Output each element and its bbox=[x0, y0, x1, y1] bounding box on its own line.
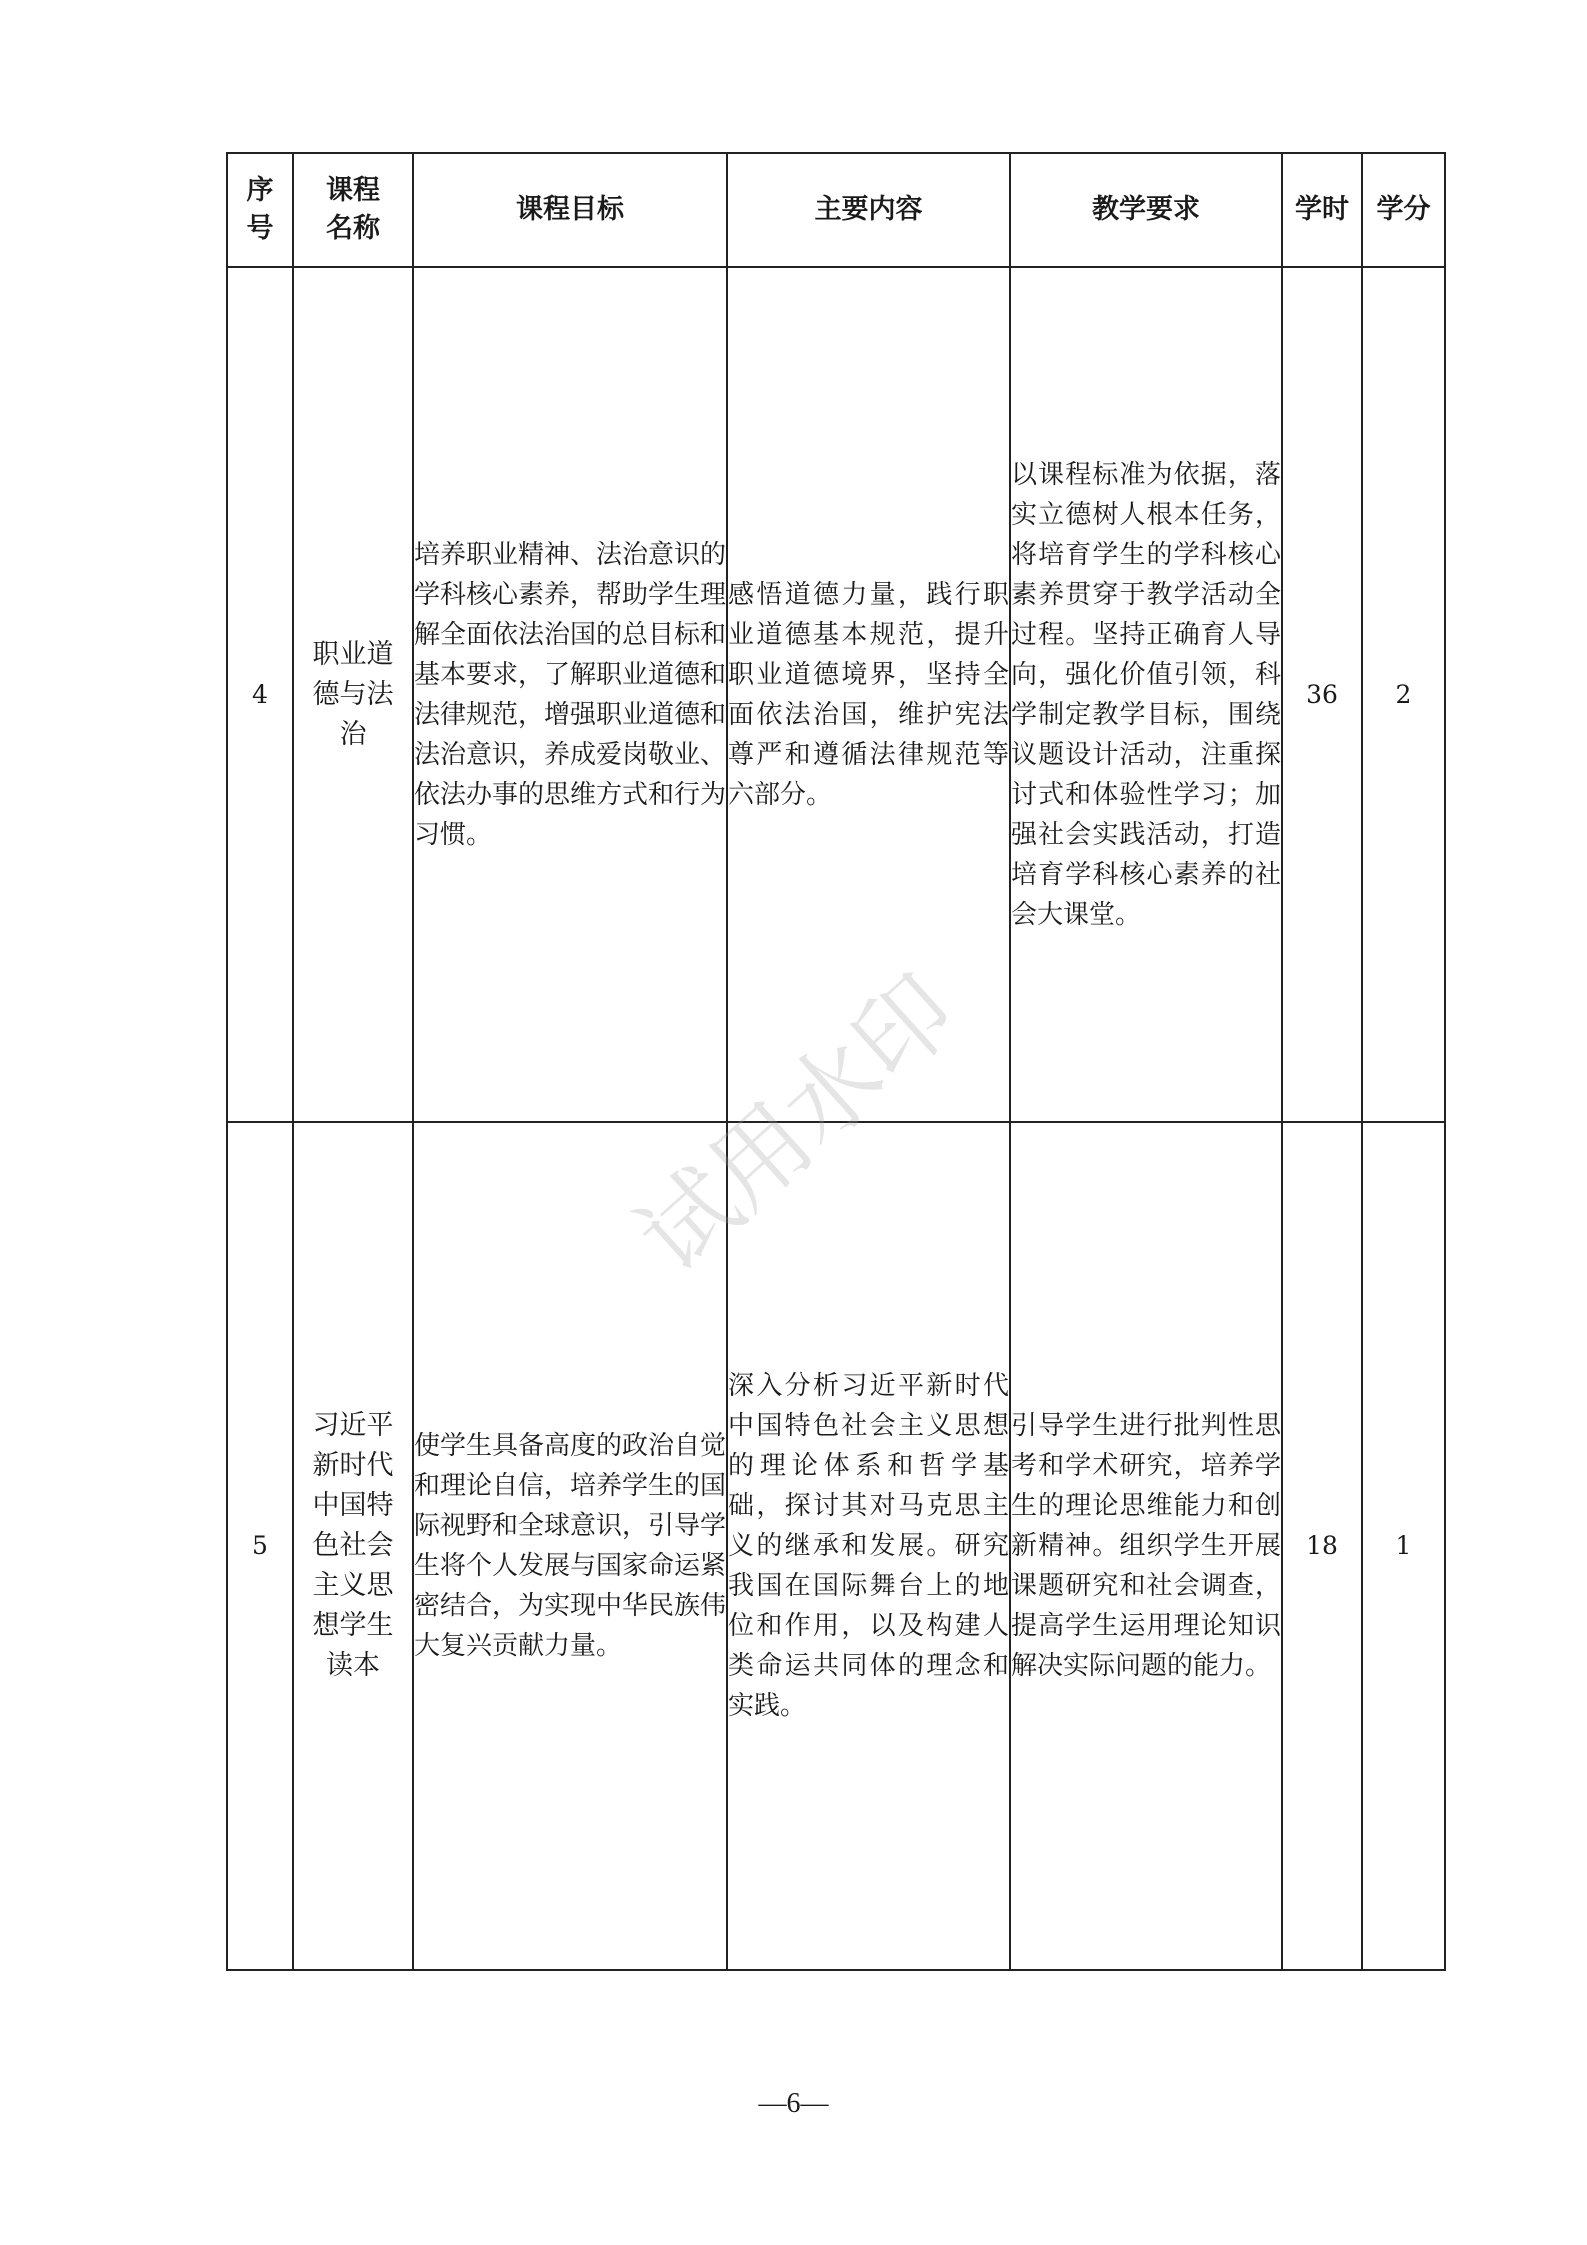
header-hours: 学时 bbox=[1282, 153, 1362, 267]
header-teaching-requirement: 教学要求 bbox=[1010, 153, 1282, 267]
header-credits: 学分 bbox=[1362, 153, 1445, 267]
header-course-name: 课程名称 bbox=[293, 153, 413, 267]
row-index: 5 bbox=[227, 1122, 293, 1970]
course-credits: 2 bbox=[1362, 267, 1445, 1122]
course-table bbox=[226, 152, 1446, 1971]
teaching-requirement: 引导学生进行批判性思考和学术研究，培养学生的理论思维能力和创新精神。组织学生开展课题研究和社会调查，提高学生运用理论知识解决实际问题的能力。 bbox=[1010, 1122, 1282, 1970]
course-goal: 使学生具备高度的政治自觉和理论自信，培养学生的国际视野和全球意识，引导学生将个人发展与国家命运紧密结合，为实现中华民族伟大复兴贡献力量。 bbox=[413, 1122, 727, 1970]
course-goal: 培养职业精神、法治意识的学科核心素养，帮助学生理解全面依法治国的总目标和基本要求，了解职业道德和法律规范，增强职业道德和法治意识，养成爱岗敬业、依法办事的思维方式和行为习惯。 bbox=[413, 267, 727, 1122]
table-header-row bbox=[227, 153, 1445, 267]
course-credits: 1 bbox=[1362, 1122, 1445, 1970]
course-hours: 36 bbox=[1282, 267, 1362, 1122]
table-row bbox=[227, 267, 1445, 1122]
course-hours: 18 bbox=[1282, 1122, 1362, 1970]
course-name: 习近平新时代中国特色社会主义思想学生读本 bbox=[293, 1122, 413, 1970]
page-number: —6— bbox=[758, 2088, 829, 2119]
row-index: 4 bbox=[227, 267, 293, 1122]
table-row bbox=[227, 1122, 1445, 1970]
watermark: 试用水印 bbox=[616, 953, 978, 1295]
main-content: 深入分析习近平新时代中国特色社会主义思想的理论体系和哲学基础，探讨其对马克思主义的继承和发展。研究我国在国际舞台上的地位和作用，以及构建人类命运共同体的理念和实践。 bbox=[727, 1122, 1010, 1970]
header-index: 序号 bbox=[227, 153, 293, 267]
teaching-requirement: 以课程标准为依据，落实立德树人根本任务，将培育学生的学科核心素养贯穿于教学活动全过程。坚持正确育人导向，强化价值引领，科学制定教学目标，围绕议题设计活动，注重探讨式和体验性学习；加强社会实践活动，打造培育学科核心素养的社会大课堂。 bbox=[1010, 267, 1282, 1122]
header-main-content: 主要内容 bbox=[727, 153, 1010, 267]
main-content: 感悟道德力量，践行职业道德基本规范，提升职业道德境界，坚持全面依法治国，维护宪法尊严和遵循法律规范等六部分。 bbox=[727, 267, 1010, 1122]
header-course-goal: 课程目标 bbox=[413, 153, 727, 267]
course-name: 职业道德与法治 bbox=[293, 267, 413, 1122]
